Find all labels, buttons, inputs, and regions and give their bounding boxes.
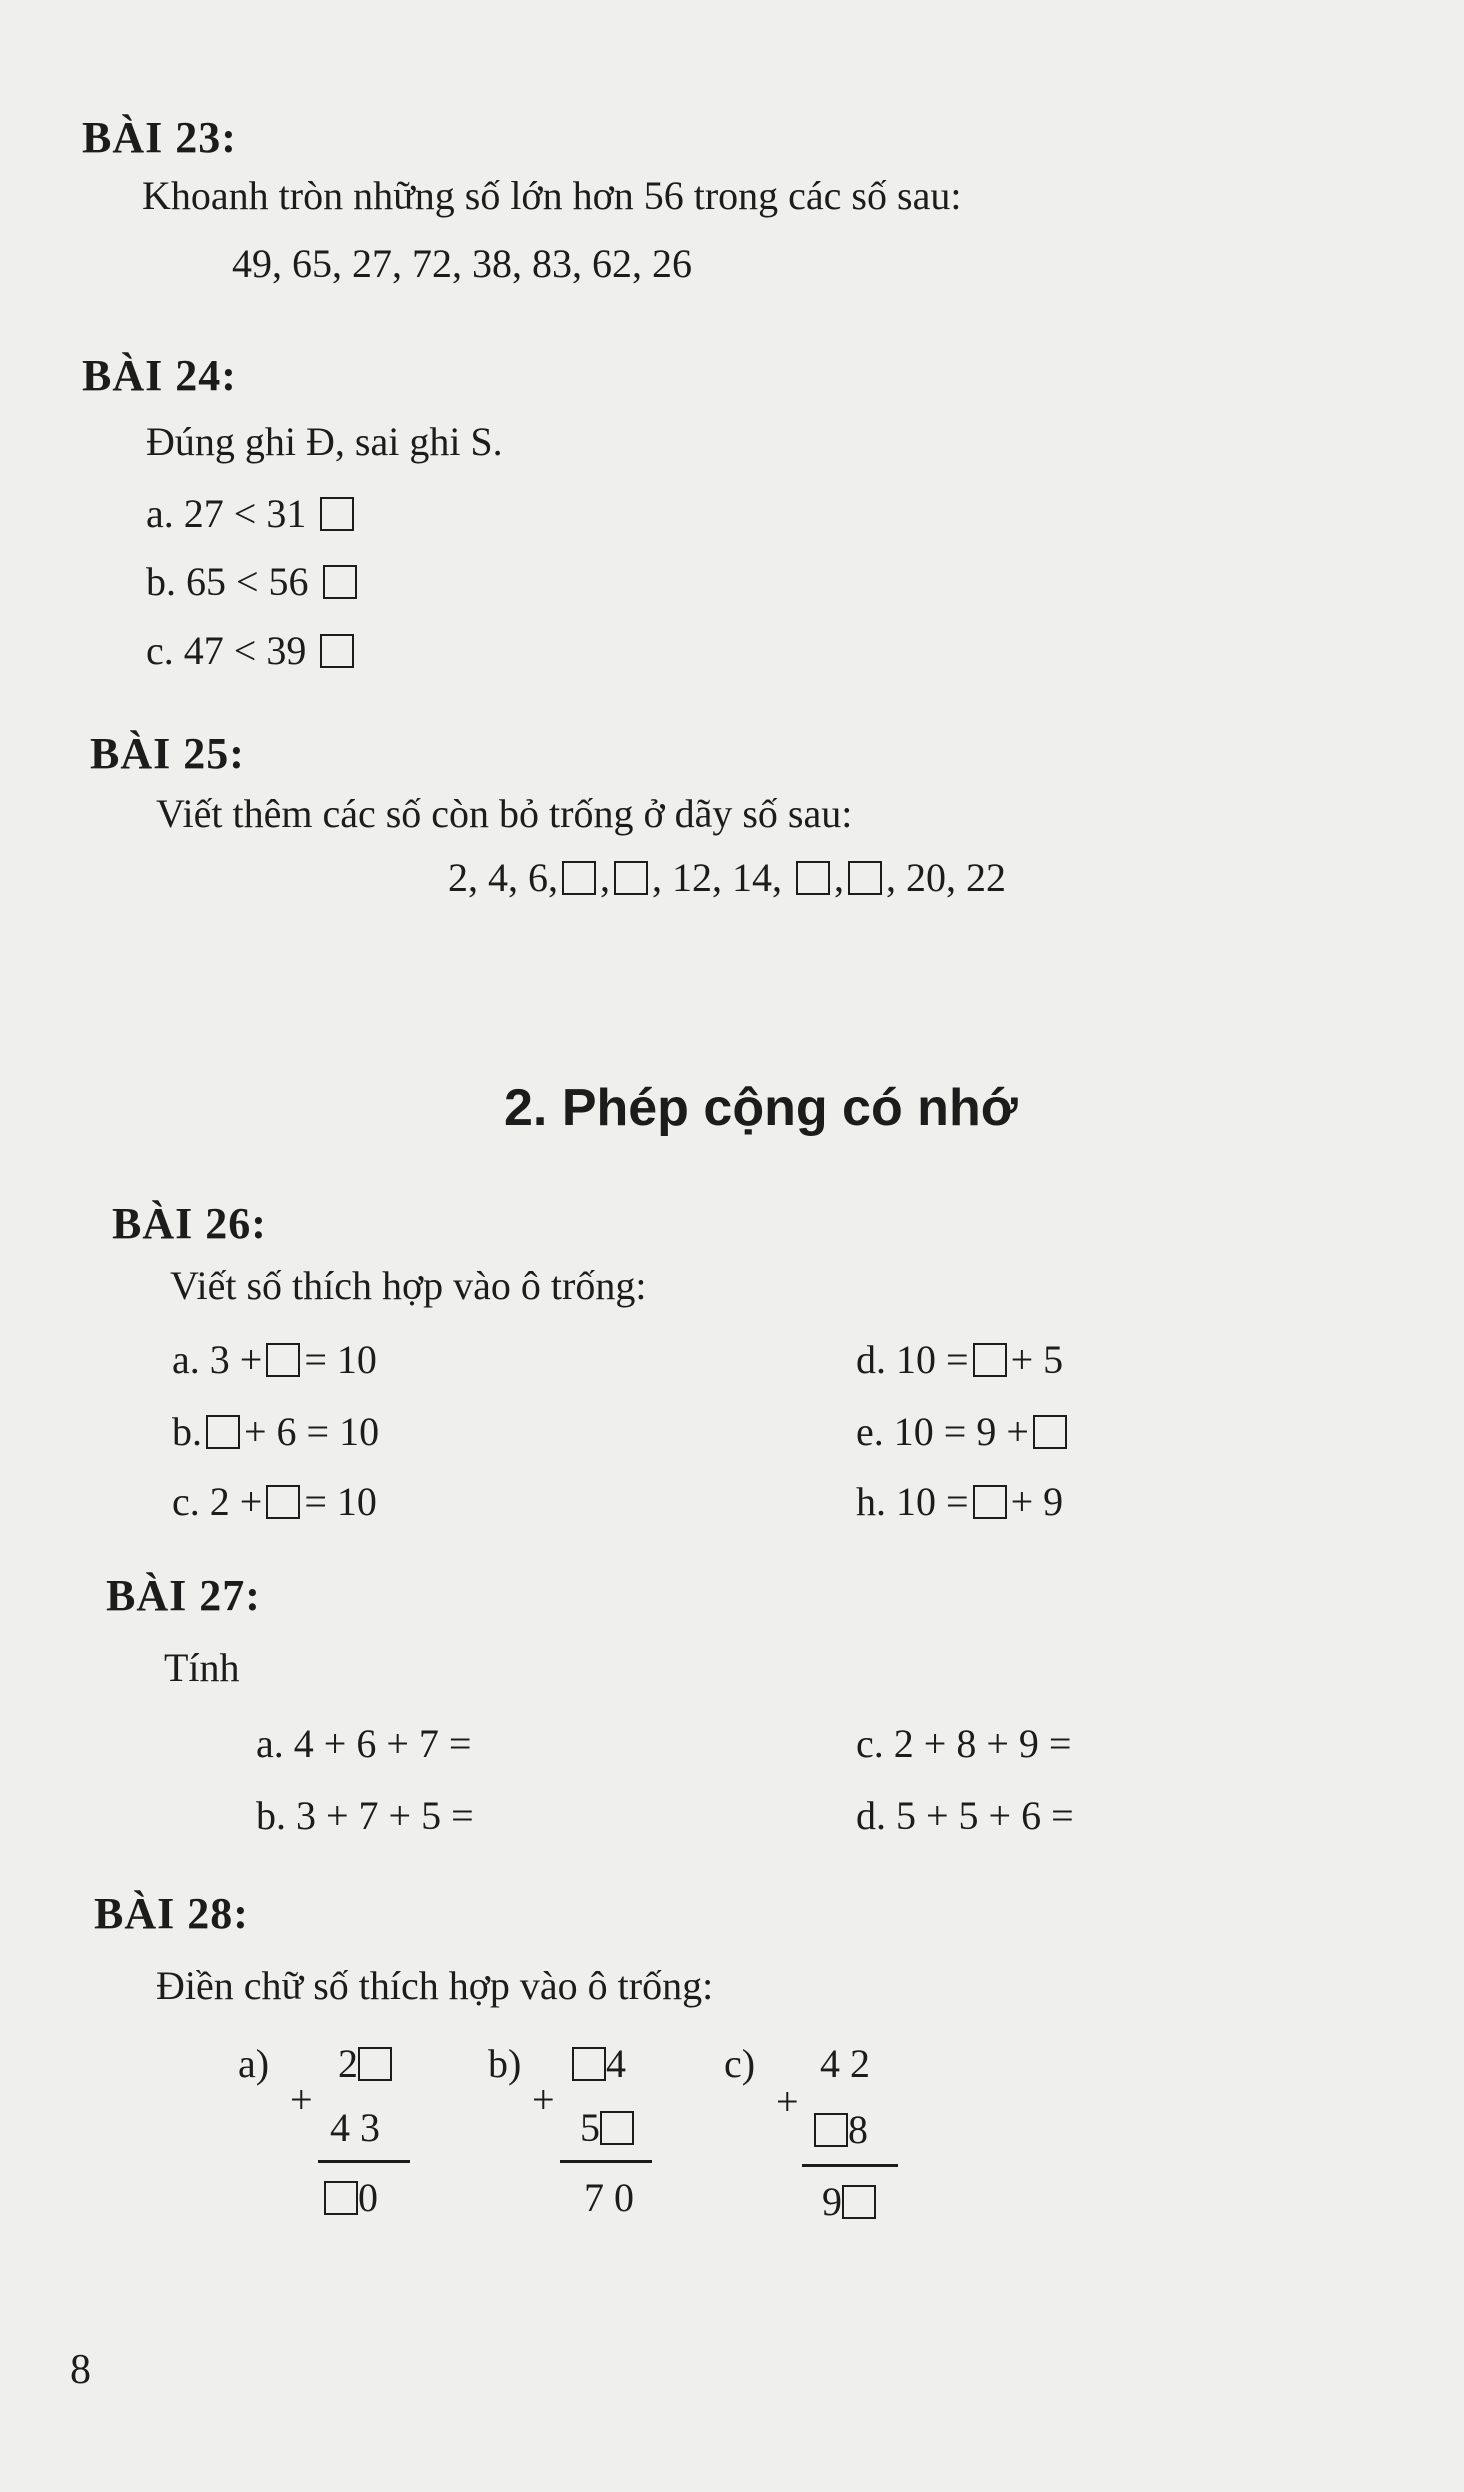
bai26-item-e: e. 10 = 9 + (856, 1408, 1071, 1455)
bai27-title: BÀI 27: (106, 1571, 261, 1620)
bai28-b-top: 4 (572, 2040, 626, 2087)
bai27-instruction: Tính (164, 1645, 240, 1690)
bai28-a-plus: + (290, 2077, 313, 2122)
bai23-title: BÀI 23: (82, 113, 237, 162)
sum-line (318, 2160, 410, 2163)
bai26-item-a: a. 3 + = 10 (172, 1337, 377, 1382)
bai28-c-top: 4 2 (820, 2041, 870, 2086)
bai24-instruction: Đúng ghi Đ, sai ghi S. (146, 419, 503, 464)
bai23-instruction: Khoanh tròn những số lớn hơn 56 trong các số sau: (142, 173, 962, 218)
sum-line (802, 2164, 898, 2167)
bai27-item-d: d. 5 + 5 + 6 = (856, 1793, 1074, 1838)
answer-box[interactable] (266, 1485, 300, 1519)
bai28-b-label: b) (488, 2041, 522, 2086)
answer-box[interactable] (814, 2113, 848, 2147)
answer-box[interactable] (1033, 1415, 1067, 1449)
answer-box[interactable] (358, 2047, 392, 2081)
bai26-title: BÀI 26: (112, 1199, 267, 1248)
bai28-a-top: 2 (338, 2040, 392, 2087)
bai26-item-h: h. 10 = + 9 (856, 1479, 1064, 1524)
page-number: 8 (70, 2347, 91, 2393)
bai24-item-a: a. 27 < 31 (146, 490, 358, 537)
bai28-title: BÀI 28: (94, 1889, 249, 1938)
answer-box[interactable] (848, 861, 882, 895)
bai28-c-middle: 8 (814, 2106, 868, 2153)
sum-line (560, 2160, 652, 2163)
bai28-b-bottom: 7 0 (584, 2175, 634, 2220)
bai26-item-d: d. 10 = + 5 (856, 1337, 1064, 1382)
bai27-item-c: c. 2 + 8 + 9 = (856, 1721, 1072, 1766)
bai28-c-plus: + (776, 2079, 799, 2124)
answer-box[interactable] (323, 565, 357, 599)
bai25-sequence: 2, 4, 6, , , 12, 14, , , 20, 22 (448, 855, 1006, 900)
answer-box[interactable] (266, 1343, 300, 1377)
bai26-item-c: c. 2 + = 10 (172, 1479, 377, 1524)
bai28-b-plus: + (532, 2077, 555, 2122)
answer-box[interactable] (320, 497, 354, 531)
answer-box[interactable] (572, 2047, 606, 2081)
answer-box[interactable] (324, 2181, 358, 2215)
answer-box[interactable] (320, 634, 354, 668)
bai24-title: BÀI 24: (82, 351, 237, 400)
answer-box[interactable] (973, 1485, 1007, 1519)
bai23-numbers: 49, 65, 27, 72, 38, 83, 62, 26 (232, 241, 692, 286)
bai28-a-middle: 4 3 (330, 2105, 380, 2150)
bai28-b-middle: 5 (580, 2104, 634, 2151)
bai28-c-bottom: 9 (822, 2178, 876, 2225)
bai27-item-a: a. 4 + 6 + 7 = (256, 1721, 472, 1766)
bai26-instruction: Viết số thích hợp vào ô trống: (170, 1263, 647, 1308)
bai28-a-bottom: 0 (324, 2174, 378, 2221)
bai25-title: BÀI 25: (90, 729, 245, 778)
answer-box[interactable] (842, 2185, 876, 2219)
section-title: 2. Phép cộng có nhớ (504, 1079, 1018, 1137)
bai26-item-b: b. + 6 = 10 (172, 1409, 380, 1454)
answer-box[interactable] (796, 861, 830, 895)
bai28-a-label: a) (238, 2041, 270, 2086)
answer-box[interactable] (206, 1415, 240, 1449)
answer-box[interactable] (562, 861, 596, 895)
bai28-instruction: Điền chữ số thích hợp vào ô trống: (156, 1963, 714, 2008)
bai25-instruction: Viết thêm các số còn bỏ trống ở dãy số sau: (156, 791, 853, 836)
bai28-c-label: c) (724, 2041, 756, 2086)
bai24-item-b: b. 65 < 56 (146, 558, 361, 605)
answer-box[interactable] (973, 1343, 1007, 1377)
answer-box[interactable] (614, 861, 648, 895)
bai27-item-b: b. 3 + 7 + 5 = (256, 1793, 474, 1838)
answer-box[interactable] (600, 2111, 634, 2145)
bai24-item-c: c. 47 < 39 (146, 627, 358, 674)
